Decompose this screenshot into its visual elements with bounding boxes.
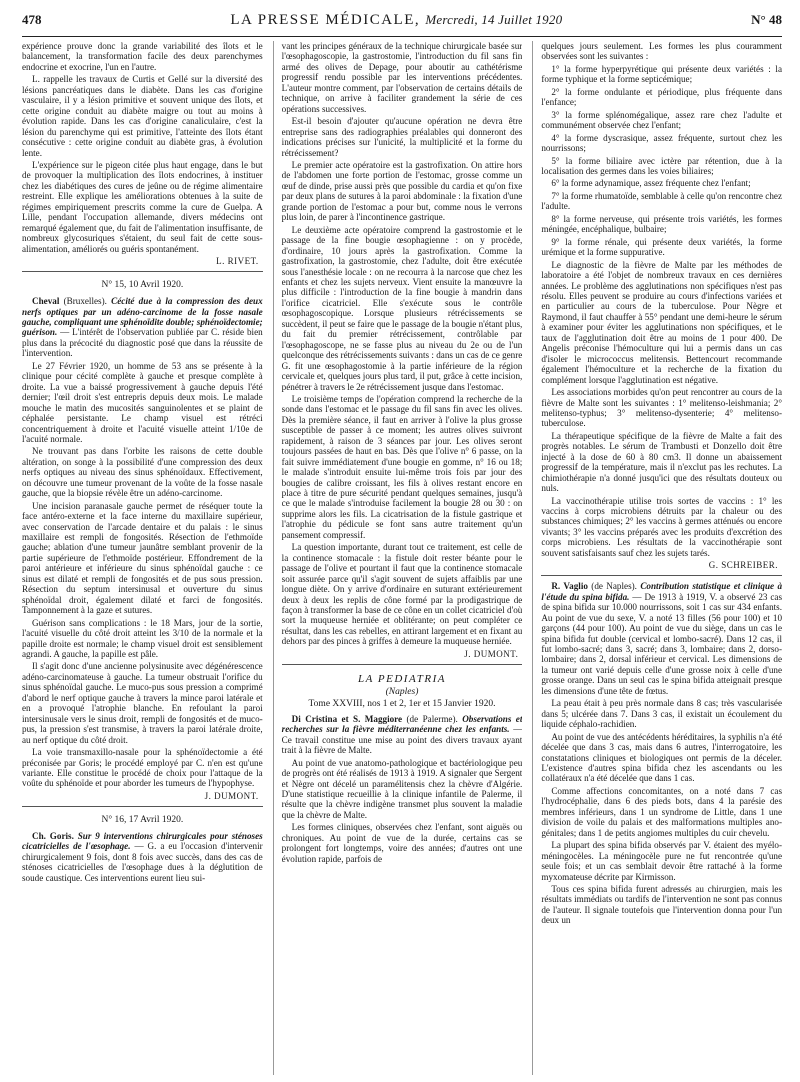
paragraph: quelques jours seulement. Les formes les plus couramment observées sont les suivantes : <box>541 41 782 62</box>
article-title: Observations et recherches sur la fièvre méditerranéenne chez les enfants. <box>281 713 523 735</box>
paragraph: Le deuxième acte opératoire comprend la gastrostomie et le passage de la fine bougie œsophagienne : on y procède, d'ordinaire, 10 jours après la gastrofixation. Comme la gastrofixation, la gastrostomie, chez l'adulte, doit être exécutée sous l'anesthésie locale : on ne recourra à la narcose que chez les enfants et chez les sujets nerveux. Vient ensuite la manœuvre la plus difficile : l'introduction de la fine bougie à mandrin dans l'orifice cicatriciel. Elle s'exécute sous le contrôle œsophagoscopique. Lorsque plusieurs rétrécissements se succèdent, il peut se faire que le passage de la bougie n'étant plus, du fait du premier rétrécissement, contrôlable par l'œsophagoscope, ne se fasse plus au niveau du 2e ou de l'un quelconque des rétrécissements suivants : dans un cas de ce genre G. fit une œsophagostomie à la partie inférieure de la région cervicale et, quelques jours plus tard, il put, grâce à cette incision, pénétrer à travers le 2e rétrécissement jusque dans l'estomac. <box>281 224 523 392</box>
paragraph: La thérapeutique spécifique de la fièvre de Malte a fait des progrès notables. Le sérum de Trambusti et Donzello doit être injecté à la dose de 60 à 80 cm3. Il donne un abaissement progressif de la température, mais il n'exclut pas les rechutes. La chimiothérapie n'a donné jusqu'ici que des résultats douteux ou nuls. <box>541 430 782 494</box>
column-right <box>532 41 782 1075</box>
list-item: 3° la forme splénomégalique, assez rare chez l'adulte et communément observée chez l'enfant; <box>541 109 782 131</box>
paragraph: Les associations morbides qu'on peut rencontrer au cours de la fièvre de Malte sont les suivantes : 1° melitenso-leishmania; 2° melitenso-typhus; 3° melitenso-dysenterie; 4° melitenso-tuberculose. <box>541 387 782 429</box>
divider <box>541 575 782 576</box>
author-name: R. Vaglio <box>551 581 588 592</box>
divider <box>22 806 263 807</box>
paragraph: Les formes cliniques, observées chez l'enfant, sont aiguës ou chroniques. Au point de vue de la durée, certains cas se prolongent fort longtemps, voire des années; d'autres ont une évolution rapide, parfois de <box>281 822 523 864</box>
author-place: (de Palerme). <box>406 713 458 724</box>
abstract-text: — De 1913 à 1919, V. a observé 23 cas de spina bifida sur 10.000 nourrissons, soit 1 cas sur 434 enfants. Au point de vue du sexe, V. a noté 13 filles (56 pour 100) et 10 garçons (44 pour 100). Au point de vue du siège, dans un cas le spina bifida fut double (cervical et lombo-sacré). Dans 12 cas, il fut lombo-sacré; dans 3, sacré; dans 3, lombaire; dans 2, dorso-lombaire; dans 2, dorsal inférieur et cervical. Les dimensions de la tumeur ont varié depuis celle d'une grosse noix à celle d'une grosse orange. Dans un seul cas le spina bifida atteignait presque les dimensions d'une tête de fœtus. <box>541 591 782 696</box>
paragraph: Le diagnostic de la fièvre de Malte par les méthodes de laboratoire a été l'objet de nombreux travaux en ces dernières années. Le problème des agglutinations non spécifiques n'est pas résolu. Elles peuvent se produire au cours d'infections variées et en particulier au cours de la tuberculose. Pour Nègre et Raymond, il faut chauffer à 55° pendant une demi-heure le sérum à examiner pour éviter les agglutinations non spécifiques, et le taux de l'agglutination doit être au moins de 1 pour 400. De Angelis préconise l'hémoculture qui lui a permis dans un cas d'isoler le micrococcus melitensis. Bettencourt recommande également l'hémoculture et la recherche de la fixation du complément lorsque l'agglutination est négative. <box>541 259 782 385</box>
abstract-text: — Ce travail constitue une mise au point des divers travaux ayant trait à la fièvre de Malte. <box>281 724 523 756</box>
paragraph: Au point de vue des antécédents héréditaires, la syphilis n'a été décelée que dans 3 cas, mais dans 6 autres, l'interrogatoire, les constatations cliniques et biologiques ont permis de la déceler. L'existence d'autres spina bifida chez les ascendants ou les collatéraux n'a été décelée que dans 1 cas. <box>541 731 782 784</box>
list-item: 8° la forme nerveuse, qui présente trois variétés, les formes méningée, encéphalique, bulbaire; <box>541 213 782 235</box>
abstract-entry <box>22 831 263 883</box>
paragraph: Ne trouvant pas dans l'orbite les raisons de cette double altération, on songe à la possibilité d'une compression des deux nerfs optiques au niveau des sinus sphénoïdaux. Effectivement, on découvre une tumeur provenant de la voûte de la fosse nasale gauche, que la biopsie révèle être un adéno-carcinome. <box>22 446 263 499</box>
abstract-entry <box>22 296 263 359</box>
paragraph: Il s'agit donc d'une ancienne polysinusite avec dégénérescence adéno-carcinomateuse à gauche. La tumeur obstruait l'orifice du sinus sphénoïdal gauche. Le muco-pus sous pression a comprimé d'abord le nerf optique gauche à travers la mince paroi latérale et en a provoqué l'atrophie blanche. En refoulant la paroi intersinusale vers le sinus droit, rempli de fongosités et de muco-pus, la pression s'est transmise, à travers la paroi latérale droite, au nerf optique du côté droit. <box>22 661 263 745</box>
author-name: Di Cristina et S. Maggiore <box>291 713 403 724</box>
paragraph: La voie transmaxillo-nasale pour la sphénoïdectomie a été préconisée par Goris; le procédé employé par C. n'en est qu'une variante. Elle constitue le procédé de choix pour l'attaque de la voûte du sphénoïde et pour aborder les tumeurs de l'hypophyse. <box>22 747 263 789</box>
paragraph: Le 27 Février 1920, un homme de 53 ans se présente à la clinique pour cécité complète à gauche et presque complète à droite. La vue a baissé progressivement à gauche depuis l'été dernier; l'œil droit s'est entrepris depuis deux mois. Le malade mouche le matin des mucosités sanguinolentes et se plaint de céphalée persistante. Le champ visuel est rétréci concentriquement à droite et l'acuité visuelle atteint 1/10e de l'acuité normale. <box>22 360 263 444</box>
paragraph: La question importante, durant tout ce traitement, est celle de la continence stomacale : la fistule doit rester béante pour le passage de l'olive et pourtant il faut que la continence stomacale soit assurée parce qu'il s'agit souvent de sujets affaiblis par une longue diète. On y arrive d'ordinaire en suturant extérieurement deux à deux les replis de cône formé par la prodigastrique de façon à transformer la base de ce cône en un collet cicatriciel d'où sort la muqueuse herniée et oblitérante; on peut compléter ce résultat, dans les cas rebelles, en attirant largement et en fixant au dehors par des pinces à griffes à demeure la muqueuse herniée. <box>281 542 523 647</box>
paragraph: vant les principes généraux de la technique chirurgicale basée sur l'œsophagoscopie, la gastrostomie, l'introduction du fil sans fin armé des olives de Depage, pour aboutir au cathétérisme progressif rendu possible par les interventions précédentes. L'auteur montre comment, par l'observation de certains détails de technique, on arrive à faciliter grandement la série de ces opérations successives. <box>281 41 523 114</box>
paragraph: La vaccinothérapie utilise trois sortes de vaccins : 1° les vaccins à corps microbiens détruits par la chaleur ou des substances chimiques; 2° les vaccins à germes atténués ou encore vivants; 3° les vaccins préparés avec les produits d'excrétion des corps microbiens. Les résultats de la vaccinothérapie sont souvent satisfaisants sauf chez les sujets tarés. <box>541 495 782 558</box>
signature: J. DUMONT. <box>204 790 259 801</box>
author-name: Ch. Goris. <box>32 830 74 841</box>
paragraph: expérience prouve donc la grande variabilité des îlots et le balancement, la transformation facile des deux parenchymes endocrine et exocrine, l'un en l'autre. <box>22 41 263 72</box>
article-title: Sur 9 interventions chirurgicales pour sténoses cicatricielles de l'œsophage. <box>22 830 263 852</box>
paragraph: Une incision paranasale gauche permet de réséquer toute la face antéro-externe et la face interne du maxillaire supérieur, avec conservation de l'arcade dentaire et du palais : le sinus maxillaire est rempli de fongosités. Résection de l'ethmoïde gauche; ablation d'une tumeur jaunâtre semblant provenir de la partie supérieure de l'ethmoïde postérieur. Effondrement de la paroi antérieure et inférieure du sinus sphénoïdal gauche : ce sinus est dilaté et rempli de fongosités et de pus sous pression. Résection du septum intersinusal et ouverture du sinus sphénoïdal droit, également dilaté et farci de fongosités. Tamponnement à la gaze et sutures. <box>22 500 263 616</box>
author-place: (Bruxelles). <box>63 296 107 307</box>
list-item: 4° la forme dyscrasique, assez fréquente, surtout chez les nourrissons; <box>541 132 782 154</box>
signature: L. RIVET. <box>216 256 259 267</box>
article-title: Contribution statistique et clinique à l'étude du spina bifida. <box>541 581 782 602</box>
paragraph: L. rappelle les travaux de Curtis et Gellé sur la diversité des lésions pancréatiques dans le diabète. Dans les cas d'origine vasculaire, il y a lésion primitive et souvent unique des îlots, et cette origine conduit au diabète maigre ou tout au moins à évolution rapide. Dans les cas d'origine canaliculaire, c'est la lésion du parenchyme qui est primitive, l'atteinte des îlots étant consécutive : cette origine conduit au diabète gras, à évolution lente. <box>22 74 263 158</box>
columns <box>22 41 782 1075</box>
section-date: Tome XXVIII, nos 1 et 2, 1er et 15 Janvier 1920. <box>308 698 496 709</box>
divider <box>22 271 263 272</box>
issue-heading: N° 16, 17 Avril 1920. <box>101 814 184 825</box>
list-item: 9° la forme rénale, qui présente deux variétés, la forme urémique et la forme suppurative. <box>541 236 782 258</box>
paragraph: Guérison sans complications : le 18 Mars, jour de la sortie, l'acuité visuelle du côté droit atteint les 3/10 de la normale et la papille droite est normale; le champ visuel droit est sensiblement agrandi. A gauche, la papille est pâle. <box>22 617 263 660</box>
author-name: Cheval <box>32 296 60 307</box>
paragraph: Tous ces spina bifida furent adressés au chirurgien, mais les résultats immédiats ou tardifs de l'intervention ne sont pas connus de l'auteur. Il signale toutefois que l'intervention donna pour l'un deux un <box>541 883 782 926</box>
divider <box>282 664 523 665</box>
abstract-text: — G. a eu l'occasion d'intervenir chirurgicalement 9 fois, dont 8 fois avec succès, dans des cas de sténoses cicatricielles de l'œsophage dues à la déglutition de soude caustique. Ces interventions eurent lieu sui- <box>22 841 263 883</box>
page-number: 478 <box>22 12 42 27</box>
header-rule <box>22 36 782 37</box>
list-item: 5° la forme biliaire avec ictère par rétention, due à la localisation des germes dans les voies biliaires; <box>541 155 782 176</box>
list-item: 6° la forme adynamique, assez fréquente chez l'enfant; <box>551 178 751 189</box>
paragraph: Est-il besoin d'ajouter qu'aucune opération ne devra être entreprise sans des radiographies préalables qui donneront des indications précises sur l'unicité, la multiplicité et la forme du rétrécissement? <box>281 116 523 158</box>
issue-date: Mercredi, 14 Juillet 1920 <box>425 12 563 27</box>
column-left <box>22 41 263 1075</box>
abstract-text: — L'intérêt de l'observation publiée par C. réside bien plus dans la précocité du diagnostic posé que dans la réussite de l'intervention. <box>22 327 263 359</box>
page-header <box>22 12 782 34</box>
list-item: 7° la forme rhumatoïde, semblable à celle qu'on rencontre chez l'adulte. <box>541 190 782 212</box>
paragraph: Comme affections concomitantes, on a noté dans 7 cas l'hydrocéphalie, dans 6 des pieds bots, dans 4 la parésie des membres inférieurs, dans 1 un syndrome de Little, dans 1 une division de voile du palais et des malformations multiples ano-génitales; dans 1 de petits angiomes multiples du cuir chevelu. <box>541 785 782 838</box>
paragraph: La plupart des spina bifida observés par V. étaient des myélo-méningocèles. La méningocèle pure ne fut rencontrée qu'une seule fois; et un cas semblait devoir être rattaché à la forme myxomateuse décrite par Kirmisson. <box>541 840 782 882</box>
article-title: Cécité due à la compression des deux nerfs optiques par un adéno-carcinome de la fosse nasale gauche, compliquant une sphénoïdite double; sphénoïdectomie; guérison. <box>22 296 263 338</box>
list-item: 2° la forme ondulante et périodique, plus fréquente dans l'enfance; <box>541 86 782 108</box>
column-middle <box>273 41 523 1075</box>
section-title: LA PEDIATRIA <box>358 672 446 685</box>
author-place: (de Naples). <box>591 581 637 592</box>
section-city: (Naples) <box>385 686 419 697</box>
abstract-entry <box>282 714 523 756</box>
issue-number: N° 48 <box>751 12 782 27</box>
paragraph: L'expérience sur le pigeon citée plus haut engage, dans le but de provoquer la multiplication des îlots endocrines, à instituer chez les diabétiques des cures de jeûne ou de régime alimentaire restreint. Elle explique les améliorations obtenues à la suite de régimes empiriquement prescrits comme la cure de Guelpa. A Lille, pendant l'occupation allemande, divers médecins ont remarqué également que, du fait de l'alimentation insuffisante, de nombreux glycosuriques s'étaient, du seul fait de cette sous-alimentation, améliorés ou guéris spontanément. <box>22 159 263 254</box>
signature: G. SCHREIBER. <box>708 560 779 571</box>
paragraph: Le premier acte opératoire est la gastrofixation. On attire hors de l'abdomen une forte portion de l'estomac, grosse comme un œuf de dinde, prise aussi près que possible du cardia et qu'on fixe par deux plans de sutures à la paroi abdominale : la fixation d'une grande portion de l'estomac a pour but, comme nous le verrons plus loin, de parer à l'incontinence gastrique. <box>281 159 523 223</box>
paragraph: Au point de vue anatomo-pathologique et bactériologique peu de progrès ont été réalisés de 1913 à 1919. A signaler que Sergent et Nègre ont décelé un paramélitensis chez la chèvre d'Algérie. D'une statistique recueillie à la clinique infantile de Palerme, il résulte que la chèvre indigène transmet plus souvent la maladie que la chèvre de Malte. <box>281 757 523 820</box>
list-item: 1° la forme hyperpyrétique qui présente deux variétés : la forme typhique et la forme septicémique; <box>541 63 782 85</box>
issue-heading: N° 15, 10 Avril 1920. <box>101 280 184 291</box>
signature: J. DUMONT. <box>464 648 519 659</box>
paragraph: Le troisième temps de l'opération comprend la recherche de la sonde dans l'estomac et le passage du fil sans fin avec les olives. Dès la première séance, il faut en arriver à l'olive la plus grosse susceptible de passer à ce moment; les autres olives suivront rapidement, à raison de 3 séances par jour. Les olives seront toujours passées de haut en bas. Dès que l'olive n° 6 passe, on la fait suivre immédiatement d'une bougie en gomme, n° 16 ou 18; le malade s'introduit ensuite lui-même trois fois par jour des bougies de calibre croissant, les fils à olives restant encore en place à titre de pure sécurité pendant quelques semaines, jusqu'à ce que le malade s'introduise facilement la bougie 28 ou 30 : on supprime alors les fils. La cicatrisation de la fistule gastrique et l'atrophie du pédicule se font sans autre traitement qu'un pansement compressif. <box>281 393 523 540</box>
abstract-entry <box>541 581 782 696</box>
paragraph: La peau était à peu près normale dans 8 cas; très vascularisée dans 5; ulcérée dans 7. Dans 3 cas, il existait un écoulement du liquide céphalo-rachidien. <box>541 698 782 730</box>
journal-title <box>230 12 562 29</box>
journal-name: LA PRESSE MÉDICALE, <box>230 12 421 28</box>
